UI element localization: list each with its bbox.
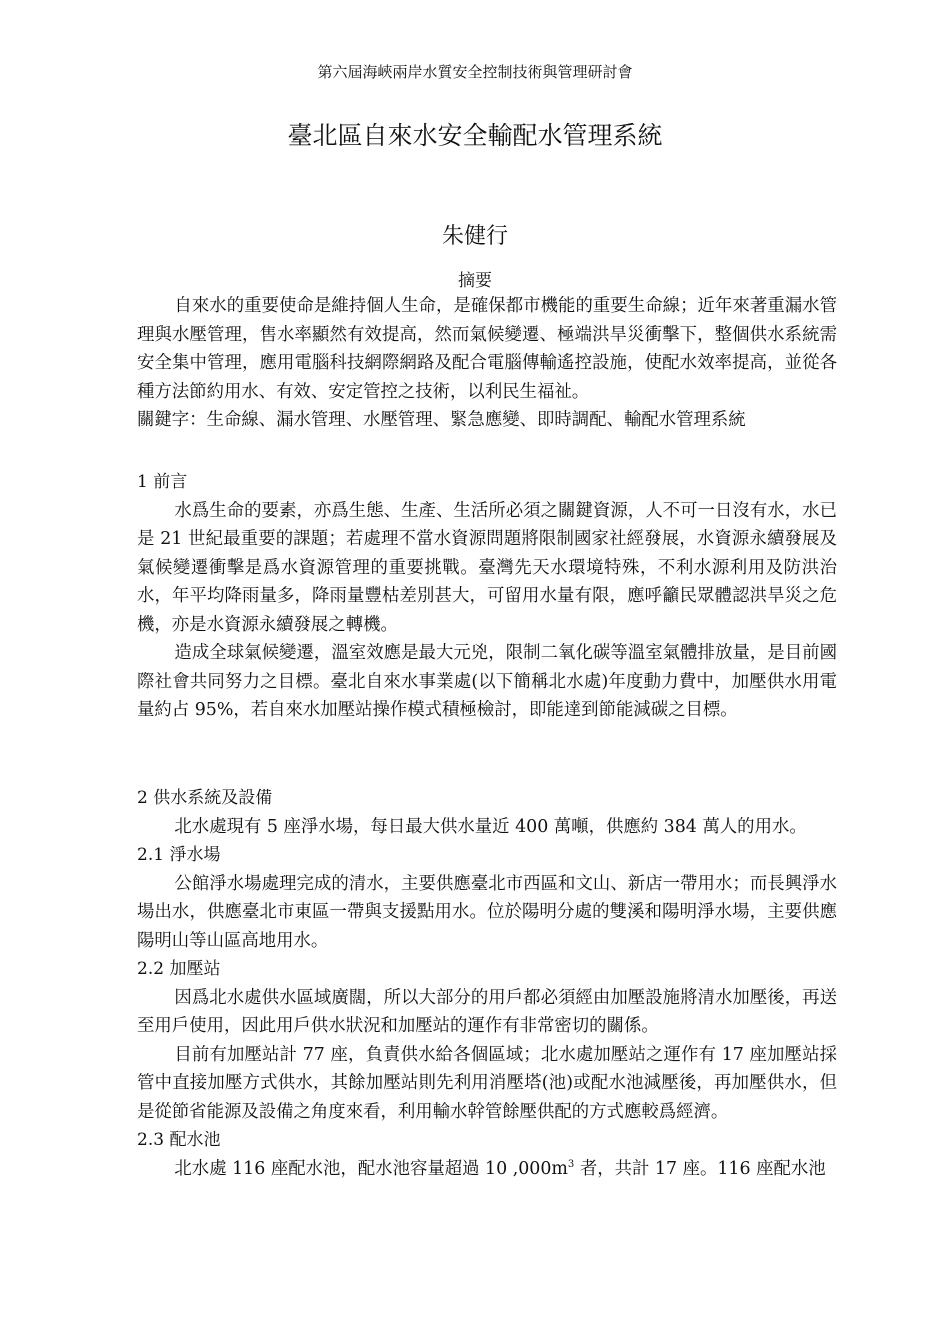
abstract-block bbox=[137, 292, 837, 435]
text-run: 北水處 116 座配水池，配水池容量超過 10 ,000m bbox=[174, 1158, 568, 1179]
section-water-supply bbox=[137, 784, 837, 1183]
section-heading: 1 前言 bbox=[137, 472, 188, 492]
paragraph: 公館淨水場處理完成的清水，主要供應臺北市西區和文山、新店一帶用水；而長興淨水場出水，供應臺北市東區一帶與支援點用水。位於陽明分處的雙溪和陽明淨水場，主要供應陽明山等山區高地用水。 bbox=[137, 873, 837, 951]
abstract-heading: 摘要 bbox=[458, 271, 492, 291]
paragraph: 造成全球氣候變遷，溫室效應是最大元兇，限制二氧化碳等溫室氣體排放量，是目前國際社會共同努力之目標。臺北自來水事業處(以下簡稱北水處)年度動力費中，加壓供水用電量約占 95%，若自來水加壓站操作模式積極檢討，即能達到節能減碳之目標。 bbox=[137, 643, 837, 720]
keywords-line: 關鍵字：生命線、漏水管理、水壓管理、緊急應變、即時調配、輸配水管理系統 bbox=[137, 410, 746, 430]
conference-header: 第六屆海峽兩岸水質安全控制技術與管理研討會 bbox=[317, 63, 633, 81]
paragraph: 北水處現有 5 座淨水場，每日最大供水量近 400 萬噸，供應約 384 萬人的用水。 bbox=[174, 816, 807, 837]
subsection-heading: 2.3 配水池 bbox=[137, 1130, 221, 1150]
section-heading: 2 供水系統及設備 bbox=[137, 788, 273, 808]
section-introduction bbox=[137, 468, 837, 725]
abstract-text: 自來水的重要使命是維持個人生命，是確保都市機能的重要生命線；近年來著重漏水管理與水壓管理，售水率顯然有效提高，然而氣候變遷、極端洪旱災衝擊下，整個供水系統需安全集中管理，應用電腦科技網際網路及配合電腦傳輸遙控設施，使配水效率提高，並從各種方法節約用水、有效、安定管控之技術，以利民生福祉。 bbox=[137, 296, 837, 402]
superscript: 3 bbox=[567, 1158, 575, 1170]
text-run: 者，共計 17 座。116 座配水池 bbox=[574, 1158, 826, 1179]
paragraph: 因爲北水處供水區域廣闊，所以大部分的用戶都必須經由加壓設施將清水加壓後，再送至用戶使用，因此用戶供水狀況和加壓站的運作有非常密切的關係。 bbox=[137, 987, 837, 1036]
paragraph: 目前有加壓站計 77 座，負責供水給各個區域；北水處加壓站之運作有 17 座加壓站採管中直接加壓方式供水，其餘加壓站則先利用消壓塔(池)或配水池減壓後，再加壓供水，但是從節省能源及設備之角度來看，利用輸水幹管餘壓供配的方式應較爲經濟。 bbox=[137, 1044, 837, 1122]
paragraph bbox=[137, 1155, 837, 1184]
author-name: 朱健行 bbox=[441, 224, 508, 249]
subsection-heading: 2.2 加壓站 bbox=[137, 959, 221, 979]
subsection-heading: 2.1 淨水場 bbox=[137, 845, 221, 865]
paragraph: 水爲生命的要素，亦爲生態、生產、生活所必須之關鍵資源，人不可一日沒有水，水已是 21 世紀最重要的課題；若處理不當水資源問題將限制國家社經發展，水資源永續發展及氣候變遷衝擊是爲水資源管理的重要挑戰。臺灣先天水環境特殊，不利水源利用及防洪治水，年平均降雨量多，降雨量豐枯差別甚大，可留用水量有限，應呼籲民眾體認洪旱災之危機，亦是水資源永續發展之轉機。 bbox=[137, 500, 837, 635]
paper-title: 臺北區自來水安全輸配水管理系統 bbox=[287, 121, 663, 150]
